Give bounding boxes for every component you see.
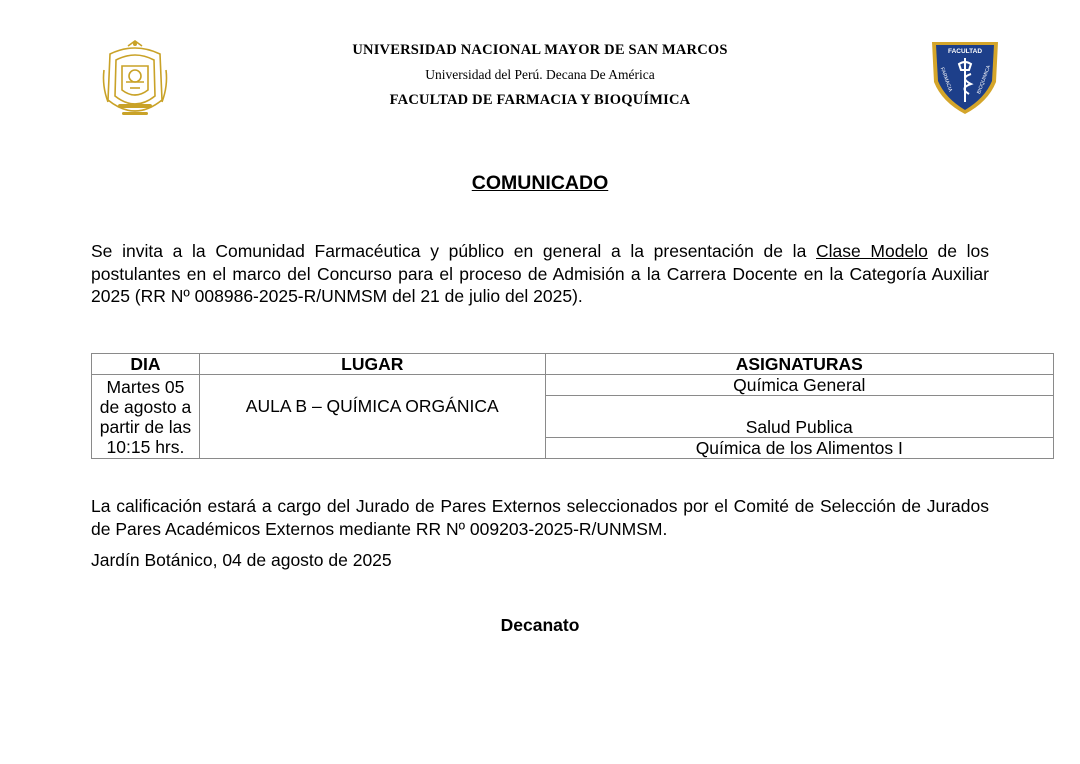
header-asignaturas: ASIGNATURAS <box>545 354 1053 375</box>
intro-paragraph <box>91 240 989 308</box>
subject-cell: Química General <box>545 375 1053 396</box>
place-date: Jardín Botánico, 04 de agosto de 2025 <box>91 550 392 570</box>
intro-text-part1: Se invita a la Comunidad Farmacéutica y público en general a la presentación de la <box>91 241 816 261</box>
intro-underlined-text: Clase Modelo <box>816 241 928 261</box>
shield-left-text: FARMACIA <box>938 66 954 93</box>
header-dia: DIA <box>92 354 200 375</box>
closing-paragraph: La calificación estará a cargo del Jurado de Pares Externos seleccionados por el Comité de Selección de Jurados de Pares Académicos Externos mediante RR Nº 009203-2025-R/UNMSM. <box>91 496 989 539</box>
place-cell: AULA B – QUÍMICA ORGÁNICA <box>199 375 545 459</box>
university-name: UNIVERSIDAD NACIONAL MAYOR DE SAN MARCOS <box>352 42 728 58</box>
faculty-name: FACULTAD DE FARMACIA Y BIOQUÍMICA <box>389 92 691 108</box>
subject-cell: Salud Publica <box>545 396 1053 438</box>
day-line: 10:15 hrs. <box>106 436 185 457</box>
subject-cell: Química de los Alimentos I <box>545 438 1053 459</box>
faculty-shield-icon <box>928 36 1002 116</box>
day-line: partir de las <box>99 416 192 437</box>
day-cell <box>92 375 200 459</box>
university-subtitle: Universidad del Perú. Decana De América <box>425 67 655 82</box>
table-header-row <box>92 354 1054 375</box>
day-line: Martes 05 <box>106 376 185 397</box>
intro-text-part2: de los postulantes en el marco del Concurso para el proceso de Admisión a la Carrera Docente en la Categoría Auxiliar 2025 (RR Nº 008986-2025-R/UNMSM del 21 de julio del 2025). <box>91 241 990 306</box>
table-row <box>92 375 1054 396</box>
shield-right-text: BIOQUIMICA <box>976 64 993 95</box>
header-lugar: LUGAR <box>199 354 545 375</box>
schedule-table <box>91 353 1054 459</box>
signature: Decanato <box>500 615 580 635</box>
shield-top-text: FACULTAD <box>947 48 983 55</box>
day-line: de agosto a <box>99 396 192 417</box>
page-title: COMUNICADO <box>471 172 609 194</box>
